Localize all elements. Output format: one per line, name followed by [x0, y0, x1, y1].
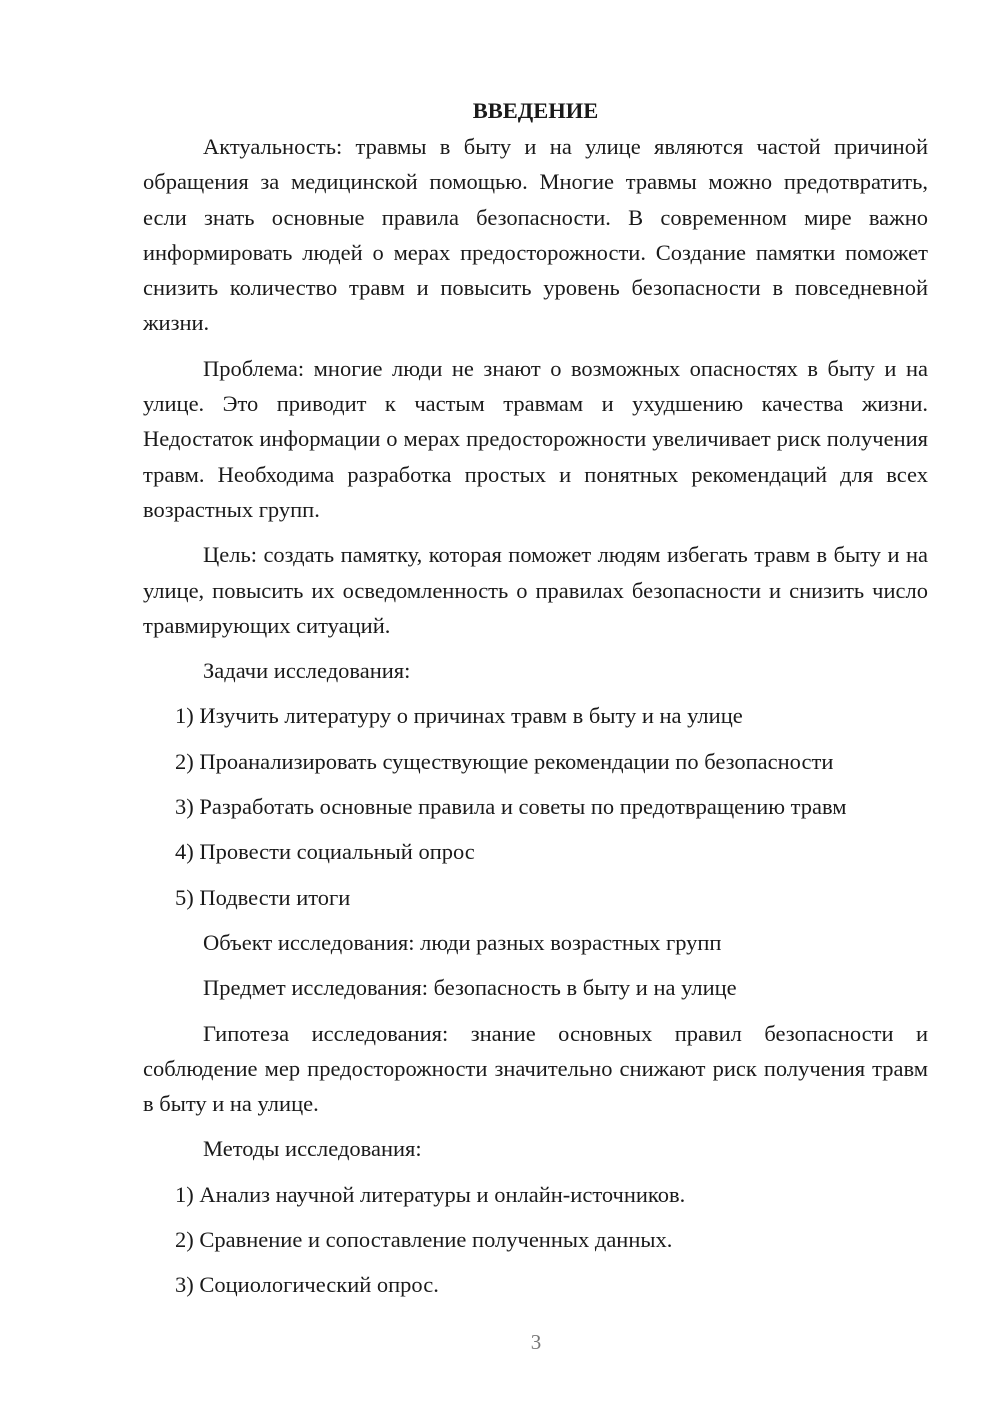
hypothesis-paragraph: Гипотеза исследования: знание основных правил безопасности и соблюдение мер предосторожности значительно снижают риск получения травм в быту и на улице.: [143, 1020, 928, 1117]
goal-paragraph: Цель: создать памятку, которая поможет людям избегать травм в быту и на улице, повысить их осведомленность о правилах безопасности и снизить число травмирующих ситуаций.: [143, 542, 928, 638]
problem-paragraph: Проблема: многие люди не знают о возможных опасностях в быту и на улице. Это приводит к частым травмам и ухудшению качества жизни. Недостаток информации о мерах предосторожности увеличивает риск получения травм. Необходима разработка простых и понятных рекомендаций для всех возрастных групп.: [143, 355, 928, 522]
tasks-title: Задачи исследования:: [203, 658, 411, 684]
section-heading: ВВЕДЕНИЕ: [472, 98, 599, 123]
task-item-3: 3) Разработать основные правила и советы по предотвращению травм: [175, 794, 847, 820]
research-object: Объект исследования: люди разных возрастных групп: [203, 929, 722, 955]
relevance-paragraph: Актуальность: травмы в быту и на улице являются частой причиной обращения за медицинской помощью. Многие травмы можно предотвратить, если знать основные правила безопасности. В современном мире важно информировать людей о мерах предосторожности. Создание памятки поможет снизить количество травм и повысить уровень безопасности в повседневной жизни.: [143, 134, 928, 336]
method-item-2: 2) Сравнение и сопоставление полученных данных.: [175, 1227, 673, 1253]
research-subject: Предмет исследования: безопасность в быту и на улице: [203, 975, 737, 1001]
method-item-1: 1) Анализ научной литературы и онлайн-источников.: [175, 1181, 686, 1207]
task-item-1: 1) Изучить литературу о причинах травм в быту и на улице: [175, 703, 743, 729]
page-number: 3: [530, 1330, 542, 1354]
methods-title: Методы исследования:: [203, 1136, 422, 1162]
method-item-3: 3) Социологический опрос.: [175, 1272, 439, 1298]
document-body: [143, 93, 928, 1313]
task-item-2: 2) Проанализировать существующие рекомендации по безопасности: [175, 748, 834, 774]
task-item-5: 5) Подвести итоги: [175, 884, 351, 910]
task-item-4: 4) Провести социальный опрос: [175, 839, 475, 865]
